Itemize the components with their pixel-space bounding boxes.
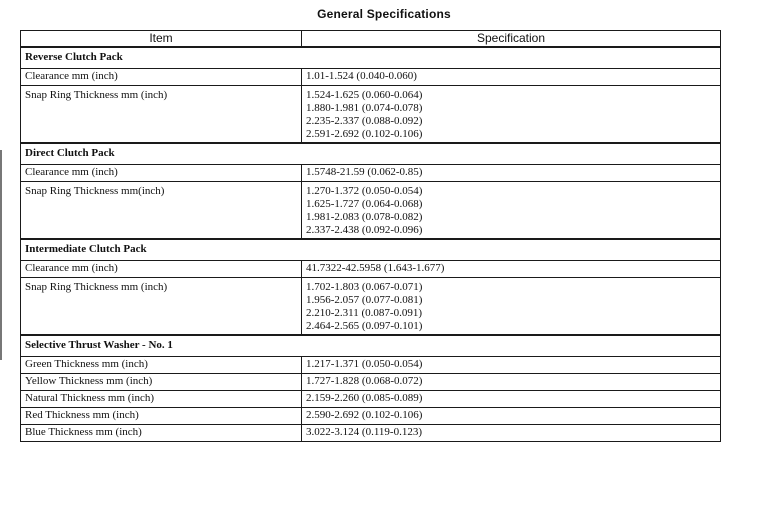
specification-cell xyxy=(302,357,721,374)
column-header-specification: Specification xyxy=(302,31,721,48)
specification-cell xyxy=(302,278,721,336)
specification-value: 3.022-3.124 (0.119-0.123) xyxy=(306,426,422,438)
table-row xyxy=(21,278,721,336)
specification-cell xyxy=(302,391,721,408)
specification-value: 1.217-1.371 (0.050-0.054) xyxy=(306,358,423,370)
item-cell: Clearance mm (inch) xyxy=(21,165,302,182)
section-title: Selective Thrust Washer - No. 1 xyxy=(21,335,721,357)
item-cell: Snap Ring Thickness mm (inch) xyxy=(21,278,302,336)
specification-value: 2.159-2.260 (0.085-0.089) xyxy=(306,392,423,404)
specification-cell xyxy=(302,408,721,425)
specification-cell xyxy=(302,261,721,278)
item-cell: Natural Thickness mm (inch) xyxy=(21,391,302,408)
specification-value: 1.625-1.727 (0.064-0.068) xyxy=(306,198,423,210)
table-row xyxy=(21,261,721,278)
specification-value: 2.591-2.692 (0.102-0.106) xyxy=(306,128,423,140)
specification-value: 1.956-2.057 (0.077-0.081) xyxy=(306,294,423,306)
section-title: Intermediate Clutch Pack xyxy=(21,239,721,261)
specification-value: 2.235-2.337 (0.088-0.092) xyxy=(306,115,423,127)
specification-value: 2.337-2.438 (0.092-0.096) xyxy=(306,224,423,236)
specification-cell xyxy=(302,165,721,182)
specification-value: 41.7322-42.5958 (1.643-1.677) xyxy=(306,262,445,274)
spec-table xyxy=(20,30,721,442)
table-row xyxy=(21,357,721,374)
item-cell: Green Thickness mm (inch) xyxy=(21,357,302,374)
item-cell: Yellow Thickness mm (inch) xyxy=(21,374,302,391)
section-row xyxy=(21,335,721,357)
spec-table-body xyxy=(21,47,721,442)
specification-value: 2.464-2.565 (0.097-0.101) xyxy=(306,320,423,332)
item-cell: Clearance mm (inch) xyxy=(21,261,302,278)
item-cell: Snap Ring Thickness mm (inch) xyxy=(21,86,302,144)
specification-value: 1.981-2.083 (0.078-0.082) xyxy=(306,211,423,223)
specification-value: 1.727-1.828 (0.068-0.072) xyxy=(306,375,423,387)
item-cell: Blue Thickness mm (inch) xyxy=(21,425,302,442)
table-row xyxy=(21,69,721,86)
section-row xyxy=(21,143,721,165)
specification-cell xyxy=(302,374,721,391)
item-cell: Clearance mm (inch) xyxy=(21,69,302,86)
table-row xyxy=(21,425,721,442)
section-title: Direct Clutch Pack xyxy=(21,143,721,165)
specification-value: 1.5748-21.59 (0.062-0.85) xyxy=(306,166,423,178)
scan-edge-mark xyxy=(0,150,2,360)
specification-value: 1.880-1.981 (0.074-0.078) xyxy=(306,102,423,114)
column-header-item: Item xyxy=(21,31,302,48)
section-row xyxy=(21,47,721,69)
specification-value: 1.01-1.524 (0.040-0.060) xyxy=(306,70,417,82)
section-title: Reverse Clutch Pack xyxy=(21,47,721,69)
table-row xyxy=(21,391,721,408)
specification-cell xyxy=(302,86,721,144)
specification-cell xyxy=(302,69,721,86)
section-row xyxy=(21,239,721,261)
specification-cell xyxy=(302,182,721,240)
specification-cell xyxy=(302,425,721,442)
item-cell: Red Thickness mm (inch) xyxy=(21,408,302,425)
specification-value: 2.590-2.692 (0.102-0.106) xyxy=(306,409,423,421)
table-row xyxy=(21,182,721,240)
table-row xyxy=(21,86,721,144)
specification-value: 2.210-2.311 (0.087-0.091) xyxy=(306,307,422,319)
table-row xyxy=(21,374,721,391)
table-row xyxy=(21,408,721,425)
page-title: General Specifications xyxy=(317,7,451,21)
specification-value: 1.702-1.803 (0.067-0.071) xyxy=(306,281,423,293)
specification-value: 1.270-1.372 (0.050-0.054) xyxy=(306,185,423,197)
item-cell: Snap Ring Thickness mm(inch) xyxy=(21,182,302,240)
specification-value: 1.524-1.625 (0.060-0.064) xyxy=(306,89,423,101)
table-row xyxy=(21,165,721,182)
table-header-row xyxy=(21,31,721,48)
